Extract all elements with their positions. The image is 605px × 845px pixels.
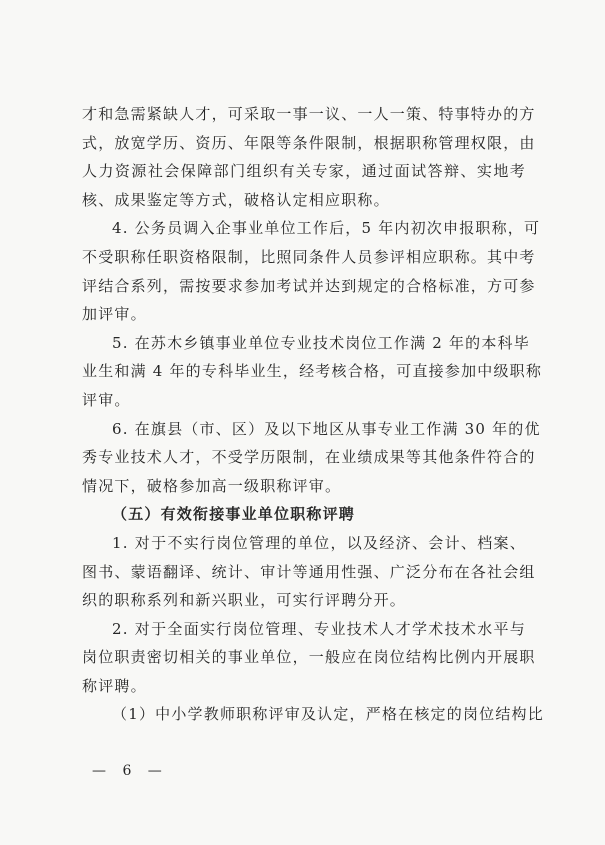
- text-line: 不受职称任职资格限制，比照同条件人员参评相应职称。其中考: [82, 247, 536, 266]
- text-line: 评结合系列，需按要求参加考试并达到规定的合格标准，方可参: [82, 276, 536, 295]
- section-heading: （五）有效衔接事业单位职称评聘: [112, 505, 356, 524]
- text-line: 6. 在旗县（市、区）及以下地区从事专业工作满 30 年的优: [112, 419, 541, 438]
- text-line: 评审。: [82, 390, 131, 409]
- text-line: 5. 在苏木乡镇事业单位专业技术岗位工作满 2 年的本科毕: [112, 333, 530, 352]
- text-line: 4. 公务员调入企事业单位工作后，5 年内初次申报职称，可: [112, 219, 541, 238]
- text-line: 加评审。: [82, 305, 147, 324]
- text-line: 图书、蒙语翻译、统计、审计等通用性强、广泛分布在各社会组: [82, 562, 536, 581]
- text-line: 秀专业技术人才，不受学历限制，在业绩成果等其他条件符合的: [82, 448, 536, 467]
- text-line: 情况下，破格参加高一级职称评审。: [82, 476, 342, 495]
- text-line: 织的职称系列和新兴职业，可实行评聘分开。: [82, 591, 407, 610]
- text-line: 岗位职责密切相关的事业单位，一般应在岗位结构比例内开展职: [82, 648, 536, 667]
- text-line: 2. 对于全面实行岗位管理、专业技术人才学术技术水平与: [112, 619, 526, 638]
- body-text: [82, 100, 544, 729]
- text-line: 式，放宽学历、资历、年限等条件限制，根据职称管理权限，由: [82, 133, 536, 152]
- text-line: 称评聘。: [82, 676, 147, 695]
- text-line: 1. 对于不实行岗位管理的单位，以及经济、会计、档案、: [112, 533, 526, 552]
- page-number: — 6 —: [92, 763, 168, 779]
- text-line: 人力资源社会保障部门组织有关专家，通过面试答辩、实地考: [82, 162, 526, 181]
- text-line: 核、成果鉴定等方式，破格认定相应职称。: [82, 190, 390, 209]
- text-line: （1）中小学教师职称评审及认定，严格在核定的岗位结构比: [112, 705, 544, 724]
- text-line: 业生和满 4 年的专科毕业生，经考核合格，可直接参加中级职称: [82, 362, 543, 381]
- text-line: 才和急需紧缺人才，可采取一事一议、一人一策、特事特办的方: [82, 105, 536, 123]
